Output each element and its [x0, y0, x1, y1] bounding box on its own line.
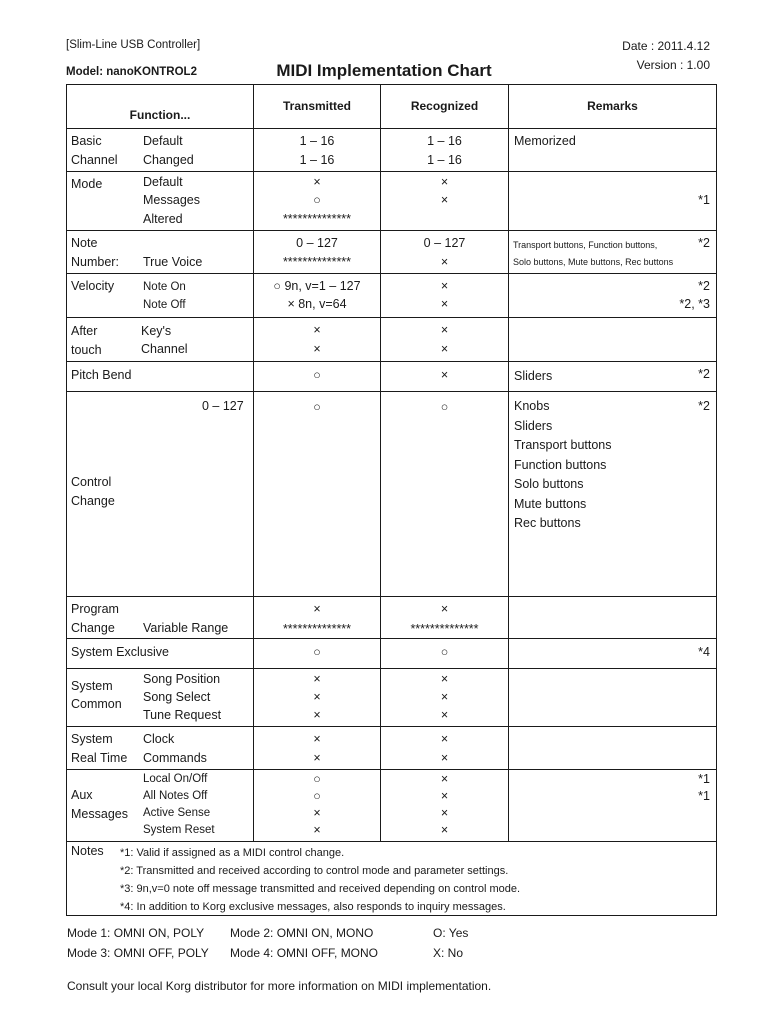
- page-title: MIDI Implementation Chart: [276, 61, 492, 80]
- circle-icon: ○: [313, 400, 321, 414]
- recognized-value: 1 – 16: [427, 134, 462, 148]
- footnote-ref: *1: [698, 772, 710, 786]
- notes-label: Notes: [71, 844, 104, 858]
- cross-icon: ×: [313, 672, 321, 686]
- row-group-label: Real Time: [71, 751, 128, 765]
- cross-icon: ×: [313, 806, 321, 820]
- asterisk-filler: **************: [282, 255, 352, 269]
- row-group-label: Aux: [71, 788, 93, 802]
- row-item-label: Note Off: [143, 299, 186, 311]
- row-item-label: Variable Range: [143, 621, 229, 635]
- product-label: [Slim-Line USB Controller]: [66, 39, 201, 51]
- row-group-label: Pitch Bend: [71, 368, 132, 382]
- note-line: *4: In addition to Korg exclusive messages, also responds to inquiry messages.: [120, 901, 506, 913]
- footnote-ref: *1: [698, 193, 710, 207]
- cross-icon: ×: [440, 690, 449, 704]
- cross-icon: ×: [440, 297, 449, 311]
- remark-text: Knobs: [514, 399, 550, 413]
- row-group-label: Note: [71, 236, 98, 250]
- circle-icon: ○: [313, 772, 321, 786]
- remark-text: Memorized: [514, 134, 576, 148]
- footnote-ref: *4: [698, 645, 710, 659]
- table-row: [67, 274, 717, 318]
- transmitted-value: × 8n, v=64: [287, 297, 347, 311]
- version-label: Version : 1.00: [636, 58, 710, 72]
- footnote-ref: *2: [698, 279, 710, 293]
- row-item-label: Song Position: [143, 672, 221, 686]
- note-line: *1: Valid if assigned as a MIDI control change.: [120, 847, 345, 859]
- cross-icon: ×: [313, 732, 321, 746]
- remark-text: Sliders: [514, 419, 553, 433]
- column-header-recognized: Recognized: [410, 99, 479, 113]
- table-row: [67, 597, 717, 639]
- circle-icon: ○: [313, 193, 321, 207]
- cross-icon: ×: [440, 342, 449, 356]
- row-item-label: Messages: [143, 193, 200, 207]
- remark-text: Transport buttons, Function buttons,: [513, 240, 658, 250]
- row-item-label: System Reset: [143, 824, 215, 836]
- row-group-label: Control: [71, 475, 112, 489]
- recognized-value: 1 – 16: [427, 153, 462, 167]
- remark-text: Function buttons: [514, 458, 607, 472]
- remark-text: Rec buttons: [514, 516, 581, 530]
- mode3-legend: Mode 3: OMNI OFF, POLY: [67, 946, 209, 960]
- cross-icon: ×: [440, 789, 449, 803]
- circle-icon: ○: [440, 645, 449, 659]
- cross-icon: ×: [440, 279, 449, 293]
- row-group-label: Messages: [71, 807, 128, 821]
- midi-chart-table: [66, 84, 717, 916]
- asterisk-filler: **************: [282, 622, 352, 636]
- cross-icon: ×: [313, 708, 321, 722]
- cross-icon: ×: [440, 602, 449, 616]
- row-group-label: Mode: [71, 177, 103, 191]
- transmitted-value: ○ 9n, v=1 – 127: [273, 279, 361, 293]
- table-row: [67, 392, 717, 597]
- table-header-row: [67, 85, 717, 129]
- date-label: Date : 2011.4.12: [622, 39, 710, 53]
- asterisk-filler: **************: [282, 212, 352, 226]
- row-item-label: Tune Request: [143, 708, 222, 722]
- cross-icon: ×: [440, 323, 449, 337]
- circle-icon: ○: [313, 789, 321, 803]
- circle-icon: ○: [313, 368, 321, 382]
- cross-icon: ×: [313, 751, 321, 765]
- cross-icon: ×: [440, 732, 449, 746]
- column-header-function: Function...: [129, 108, 191, 122]
- row-group-label: After: [71, 324, 98, 338]
- row-group-label: Basic: [71, 134, 102, 148]
- table-row: [67, 842, 717, 916]
- cross-icon: ×: [440, 368, 449, 382]
- footnote-ref: *1: [698, 789, 710, 803]
- cross-icon: ×: [440, 193, 449, 207]
- row-group-label: Channel: [71, 153, 118, 167]
- table-row: [67, 172, 717, 231]
- column-header-remarks: Remarks: [587, 99, 638, 113]
- row-item-label: Commands: [143, 751, 207, 765]
- circle-icon: ○: [313, 645, 321, 659]
- cross-icon: ×: [440, 175, 449, 189]
- footnote-ref: *2: [698, 399, 710, 413]
- table-row: [67, 129, 717, 172]
- footnote-ref: *2, *3: [679, 297, 710, 311]
- remark-text: Sliders: [514, 369, 553, 383]
- row-group-label: System Exclusive: [71, 645, 169, 659]
- note-line: *2: Transmitted and received according to control mode and parameter settings.: [120, 865, 509, 877]
- transmitted-value: 1 – 16: [299, 134, 335, 148]
- remark-text: Solo buttons: [514, 477, 584, 491]
- cross-icon: ×: [440, 255, 449, 269]
- table-row: [67, 362, 717, 392]
- asterisk-filler: **************: [410, 622, 479, 636]
- table-row: [67, 639, 717, 669]
- cross-icon: ×: [313, 690, 321, 704]
- row-group-label: touch: [71, 343, 102, 357]
- remark-text: Transport buttons: [514, 438, 612, 452]
- row-group-label: Common: [71, 697, 122, 711]
- row-item-label: Local On/Off: [143, 773, 208, 785]
- footnote-ref: *2: [698, 367, 710, 381]
- cross-icon: ×: [313, 175, 321, 189]
- row-item-label: Default: [143, 175, 183, 189]
- row-range-label: 0 – 127: [202, 399, 244, 413]
- mode2-legend: Mode 2: OMNI ON, MONO: [230, 926, 374, 940]
- row-group-label: Velocity: [71, 279, 115, 293]
- row-group-label: Change: [71, 494, 115, 508]
- model-label: Model: nanoKONTROL2: [66, 66, 197, 78]
- row-item-label: True Voice: [143, 255, 203, 269]
- cross-icon: ×: [440, 823, 449, 837]
- recognized-value: 0 – 127: [423, 236, 466, 250]
- mode4-legend: Mode 4: OMNI OFF, MONO: [230, 946, 379, 960]
- row-group-label: System: [71, 732, 113, 746]
- note-line: *3: 9n,v=0 note off message transmitted and received depending on control mode.: [120, 883, 521, 895]
- row-item-label: Active Sense: [143, 807, 211, 819]
- row-item-label: Default: [143, 134, 183, 148]
- table-row: [67, 231, 717, 274]
- row-group-label: Program: [71, 602, 119, 616]
- row-item-label: Note On: [143, 281, 186, 293]
- cross-icon: ×: [313, 323, 321, 337]
- row-item-label: All Notes Off: [143, 790, 208, 802]
- table-row: [67, 727, 717, 770]
- consult-text: Consult your local Korg distributor for more information on MIDI implementation.: [67, 979, 492, 993]
- row-item-label: Altered: [143, 212, 183, 226]
- remark-text: Solo buttons, Mute buttons, Rec buttons: [513, 257, 674, 267]
- row-item-label: Song Select: [143, 690, 211, 704]
- no-legend: X: No: [433, 946, 464, 960]
- circle-icon: ○: [440, 400, 449, 414]
- cross-icon: ×: [313, 602, 321, 616]
- row-item-label: Channel: [141, 342, 188, 356]
- table-row: [67, 669, 717, 727]
- row-group-label: Change: [71, 621, 115, 635]
- row-group-label: Number:: [71, 255, 119, 269]
- row-item-label: Clock: [143, 732, 175, 746]
- row-item-label: Key's: [141, 324, 172, 338]
- remark-text: Mute buttons: [514, 497, 587, 511]
- column-header-transmitted: Transmitted: [282, 99, 351, 113]
- row-group-label: System: [71, 679, 113, 693]
- transmitted-value: 1 – 16: [299, 153, 335, 167]
- footnote-ref: *2: [698, 236, 710, 250]
- table-row: [67, 318, 717, 362]
- table-row: [67, 770, 717, 842]
- cross-icon: ×: [313, 823, 321, 837]
- mode1-legend: Mode 1: OMNI ON, POLY: [67, 926, 205, 940]
- cross-icon: ×: [440, 772, 449, 786]
- cross-icon: ×: [313, 342, 321, 356]
- cross-icon: ×: [440, 806, 449, 820]
- cross-icon: ×: [440, 708, 449, 722]
- row-item-label: Changed: [143, 153, 194, 167]
- cross-icon: ×: [440, 751, 449, 765]
- transmitted-value: 0 – 127: [296, 236, 338, 250]
- cross-icon: ×: [440, 672, 449, 686]
- yes-legend: O: Yes: [433, 926, 469, 940]
